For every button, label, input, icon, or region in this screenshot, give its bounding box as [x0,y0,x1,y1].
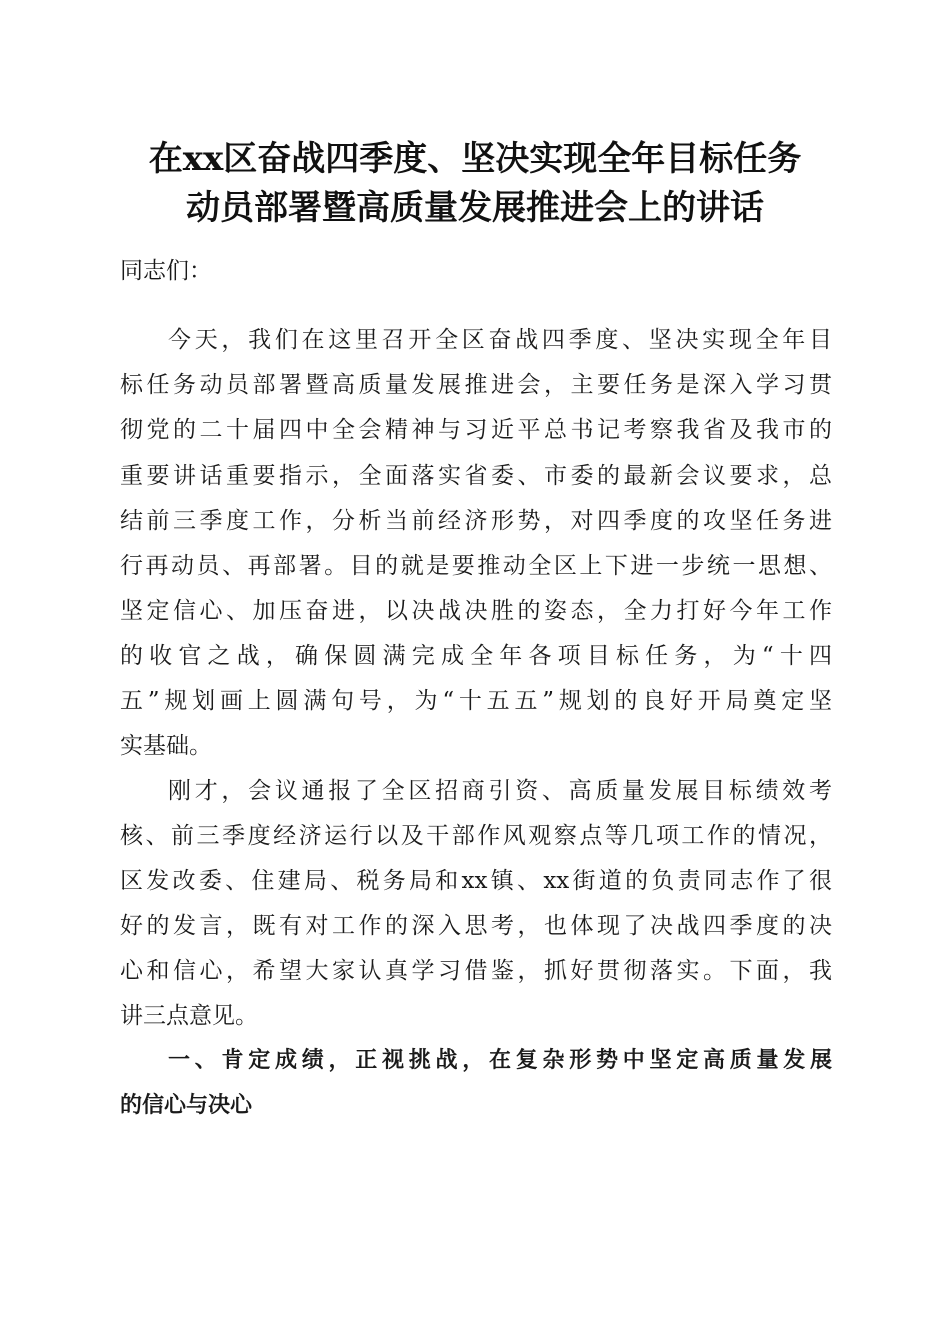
paragraph-line: 五”规划画上圆满句号，为“十五五”规划的良好开局奠定坚 [120,688,832,714]
paragraph-line: 区发改委、住建局、税务局和xx镇、xx街道的负责同志作了很 [120,868,832,894]
paragraph-line: 坚定信心、加压奋进，以决战决胜的姿态，全力打好今年工作 [120,598,832,624]
section-heading-line: 一、肯定成绩，正视挑战，在复杂形势中坚定高质量发展 [168,1048,832,1073]
paragraph-line: 今天，我们在这里召开全区奋战四季度、坚决实现全年目 [168,327,832,353]
paragraph-line: 核、前三季度经济运行以及干部作风观察点等几项工作的情况， [120,823,832,849]
paragraph-line: 好的发言，既有对工作的深入思考，也体现了决战四季度的决 [120,913,832,939]
paragraph-line: 标任务动员部署暨高质量发展推进会，主要任务是深入学习贯 [120,372,832,398]
paragraph-line: 刚才，会议通报了全区招商引资、高质量发展目标绩效考 [168,778,832,804]
section-heading-line: 的信心与决心 [120,1093,253,1118]
document-title-line-2: 动员部署暨高质量发展推进会上的讲话 [186,188,764,228]
paragraph-line: 重要讲话重要指示，全面落实省委、市委的最新会议要求，总 [120,463,832,489]
paragraph-line: 彻党的二十届四中全会精神与习近平总书记考察我省及我市的 [120,417,832,443]
salutation: 同志们： [120,258,212,284]
paragraph-line: 的收官之战，确保圆满完成全年各项目标任务，为“十四 [120,643,832,669]
paragraph-line: 行再动员、再部署。目的就是要推动全区上下进一步统一思想、 [120,553,832,579]
paragraph-line: 结前三季度工作，分析当前经济形势，对四季度的攻坚任务进 [120,508,832,534]
paragraph-line: 心和信心，希望大家认真学习借鉴，抓好贯彻落实。下面，我 [120,958,832,984]
paragraph-line: 实基础。 [120,733,212,759]
paragraph-line: 讲三点意见。 [120,1003,258,1029]
document-title-line-1: 在xx区奋战四季度、坚决实现全年目标任务 [148,139,802,179]
